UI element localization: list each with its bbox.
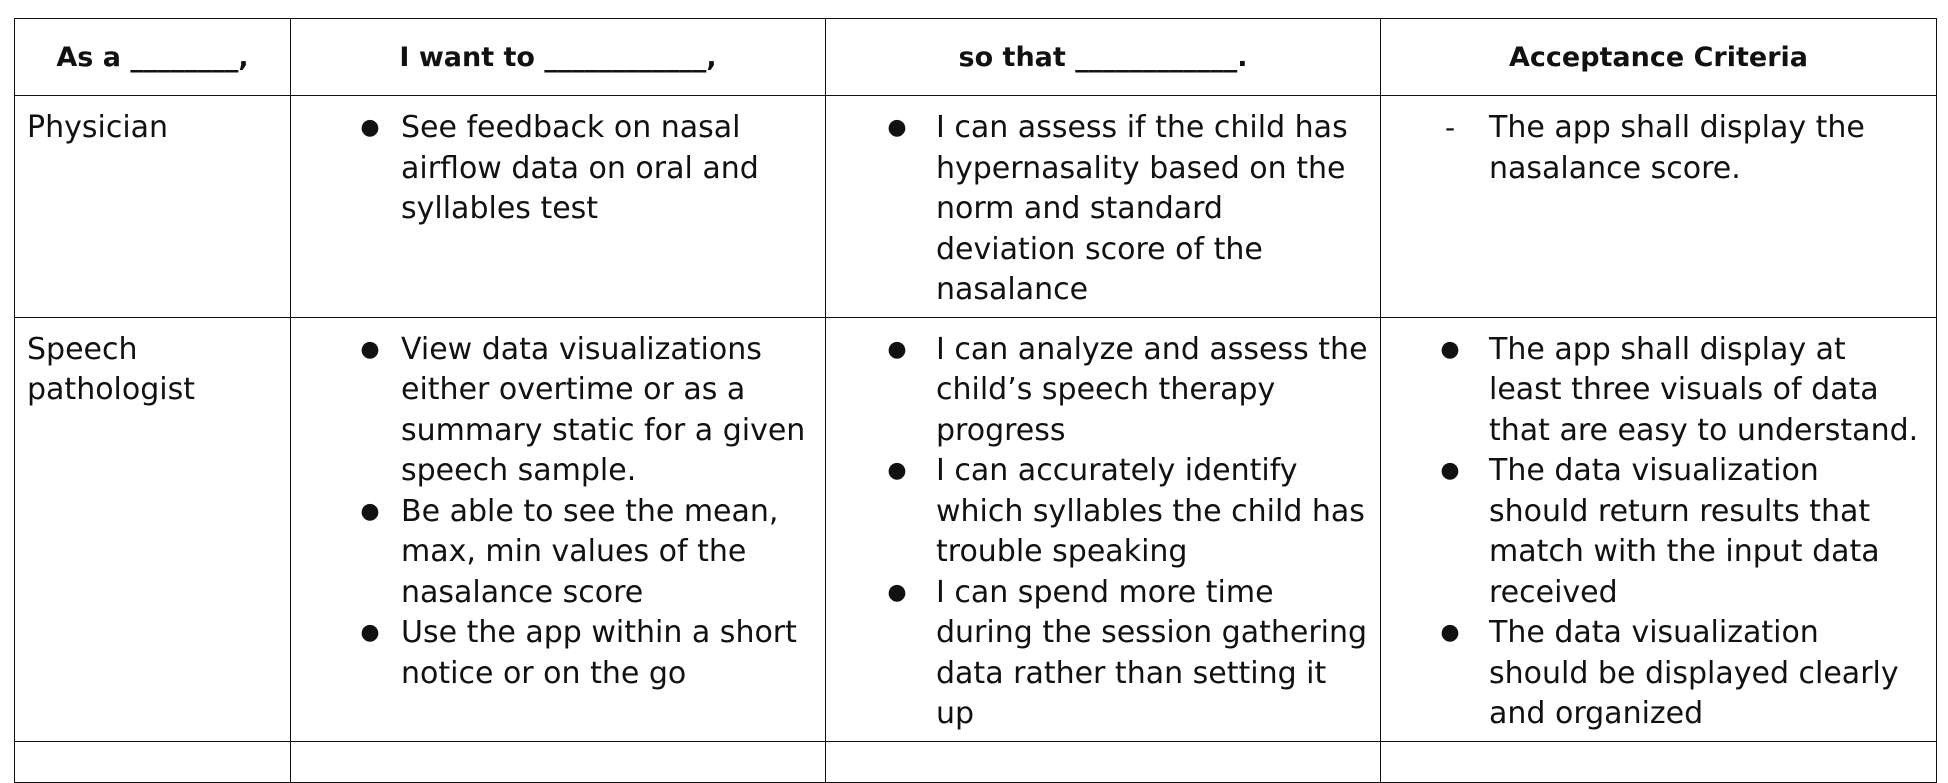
list-item-text: I can spend more time during the session gathering data rather than setting it up bbox=[936, 574, 1368, 731]
table-row bbox=[15, 96, 1937, 318]
so-that-list bbox=[826, 330, 1370, 735]
bullet-icon: ● bbox=[887, 336, 907, 362]
criteria-list bbox=[1381, 108, 1926, 189]
bullet-icon: ● bbox=[1440, 458, 1460, 483]
list-item bbox=[1381, 613, 1926, 735]
list-item-text: I can analyze and assess the child’s speech therapy progress bbox=[936, 331, 1368, 448]
want-cell bbox=[291, 317, 826, 741]
bullet-icon: ● bbox=[1440, 336, 1460, 362]
list-item-text: The data visualization should return results that match with the input data received bbox=[1489, 453, 1880, 610]
empty-cell bbox=[1381, 741, 1937, 782]
empty-cell bbox=[826, 741, 1381, 782]
list-item bbox=[291, 613, 815, 694]
table-row bbox=[15, 317, 1937, 741]
so-that-cell bbox=[826, 317, 1381, 741]
bullet-icon: ● bbox=[1440, 620, 1460, 645]
list-item-text: View data visualizations either overtime or as a summary static for a given speech sample. bbox=[401, 331, 806, 488]
list-item bbox=[826, 451, 1370, 573]
list-item bbox=[291, 108, 815, 230]
want-list bbox=[291, 330, 815, 695]
header-so-that: so that ____________. bbox=[826, 19, 1381, 96]
table-row-partial bbox=[15, 741, 1937, 782]
list-item bbox=[1381, 108, 1926, 189]
list-item-text: The app shall display the nasalance score. bbox=[1489, 110, 1865, 186]
list-item-text: Use the app within a short notice or on the go bbox=[401, 615, 797, 691]
criteria-cell bbox=[1381, 317, 1937, 741]
list-item bbox=[826, 330, 1370, 452]
bullet-icon: ● bbox=[360, 620, 380, 645]
list-item bbox=[291, 492, 815, 614]
role-cell: Physician bbox=[15, 96, 291, 318]
header-row bbox=[15, 19, 1937, 96]
user-story-table bbox=[14, 18, 1937, 783]
header-acceptance-criteria: Acceptance Criteria bbox=[1381, 19, 1937, 96]
so-that-list bbox=[826, 108, 1370, 311]
so-that-cell bbox=[826, 96, 1381, 318]
list-item-text: See feedback on nasal airflow data on oral and syllables test bbox=[401, 110, 759, 226]
list-item-text: The data visualization should be displayed clearly and organized bbox=[1489, 615, 1899, 731]
list-item bbox=[291, 330, 815, 492]
bullet-icon: ● bbox=[360, 115, 380, 140]
empty-cell bbox=[291, 741, 826, 782]
list-item bbox=[826, 108, 1370, 311]
header-i-want-to: I want to ____________, bbox=[291, 19, 826, 96]
want-list bbox=[291, 108, 815, 230]
bullet-icon: ● bbox=[887, 579, 907, 605]
bullet-icon: ● bbox=[887, 458, 907, 483]
list-item-text: I can accurately identify which syllables the child has trouble speaking bbox=[936, 453, 1365, 569]
list-item-text: I can assess if the child has hypernasality based on the norm and standard deviation score of the nasalance bbox=[936, 110, 1348, 307]
role-cell: Speech pathologist bbox=[15, 317, 291, 741]
criteria-cell bbox=[1381, 96, 1937, 318]
list-item bbox=[1381, 330, 1926, 452]
bullet-icon: ● bbox=[360, 336, 380, 362]
list-item-text: Be able to see the mean, max, min values of the nasalance score bbox=[401, 493, 779, 610]
list-item bbox=[1381, 451, 1926, 613]
list-item bbox=[826, 573, 1370, 735]
dash-icon: - bbox=[1444, 111, 1456, 144]
header-as-a: As a ________, bbox=[15, 19, 291, 96]
bullet-icon: ● bbox=[887, 115, 907, 140]
list-item-text: The app shall display at least three visuals of data that are easy to understand. bbox=[1489, 331, 1919, 448]
want-cell bbox=[291, 96, 826, 318]
empty-cell bbox=[15, 741, 291, 782]
bullet-icon: ● bbox=[360, 498, 380, 524]
criteria-list bbox=[1381, 330, 1926, 735]
